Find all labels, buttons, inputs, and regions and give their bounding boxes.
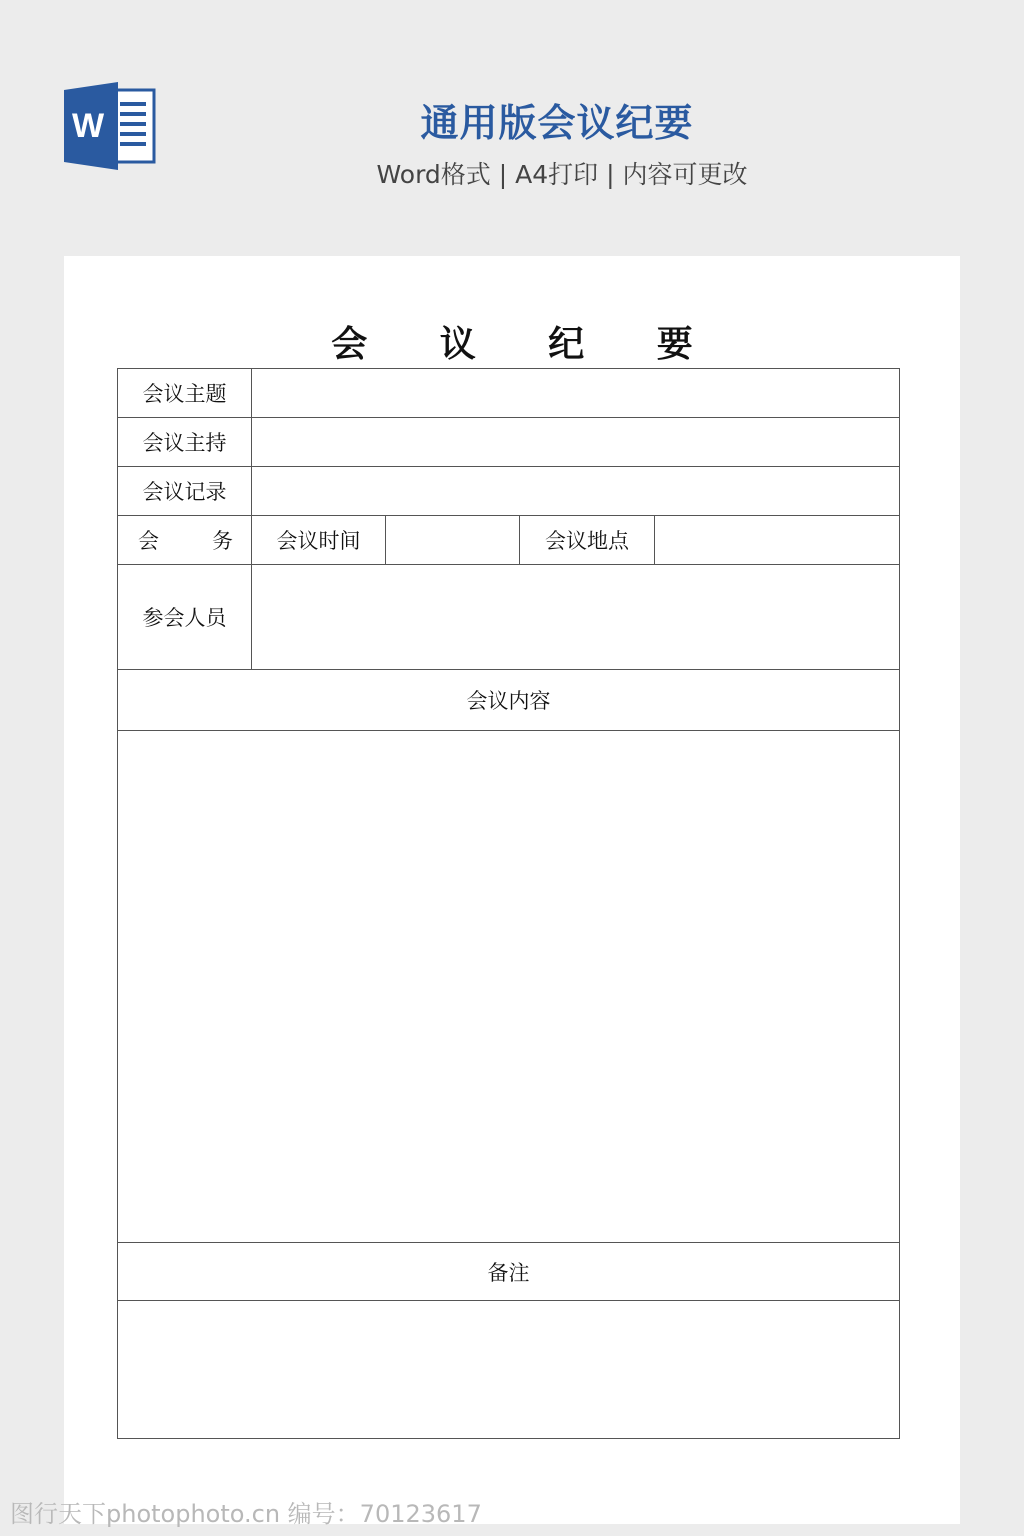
table-row-remarks: [118, 1301, 900, 1439]
topic-field[interactable]: [252, 369, 900, 418]
table-row-topic: [118, 369, 900, 418]
document-title: 会 议 纪 要: [331, 323, 723, 365]
remarks-label: 备注: [118, 1243, 900, 1301]
watermark-text: 图行天下photophoto.cn 编号：70123617: [10, 1500, 482, 1528]
recorder-field[interactable]: [252, 467, 900, 516]
table-row-affairs: [118, 516, 900, 565]
affairs-label-left: 会: [138, 529, 159, 553]
page-title: 通用版会议纪要: [420, 101, 694, 145]
affairs-label-right: 务: [212, 529, 233, 553]
location-label: 会议地点: [520, 516, 655, 565]
remarks-field[interactable]: [118, 1301, 900, 1439]
meeting-minutes-table: [117, 368, 900, 1439]
host-label: 会议主持: [118, 418, 252, 467]
table-row-recorder: [118, 467, 900, 516]
topic-label: 会议主题: [118, 369, 252, 418]
page-subtitle: Word格式 | A4打印 | 内容可更改: [376, 160, 748, 189]
recorder-label: 会议记录: [118, 467, 252, 516]
time-label: 会议时间: [252, 516, 386, 565]
table-row-attendees: [118, 565, 900, 670]
content-label: 会议内容: [118, 670, 900, 731]
table-row-content: [118, 731, 900, 1243]
logo-letter: W: [71, 107, 105, 145]
host-field[interactable]: [252, 418, 900, 467]
location-field[interactable]: [655, 516, 900, 565]
attendees-label: 参会人员: [118, 565, 252, 670]
attendees-field[interactable]: [252, 565, 900, 670]
table-row-content-header: [118, 670, 900, 731]
table-row-remarks-header: [118, 1243, 900, 1301]
time-field[interactable]: [386, 516, 520, 565]
table-row-host: [118, 418, 900, 467]
affairs-label: [118, 516, 252, 565]
content-field[interactable]: [118, 731, 900, 1243]
